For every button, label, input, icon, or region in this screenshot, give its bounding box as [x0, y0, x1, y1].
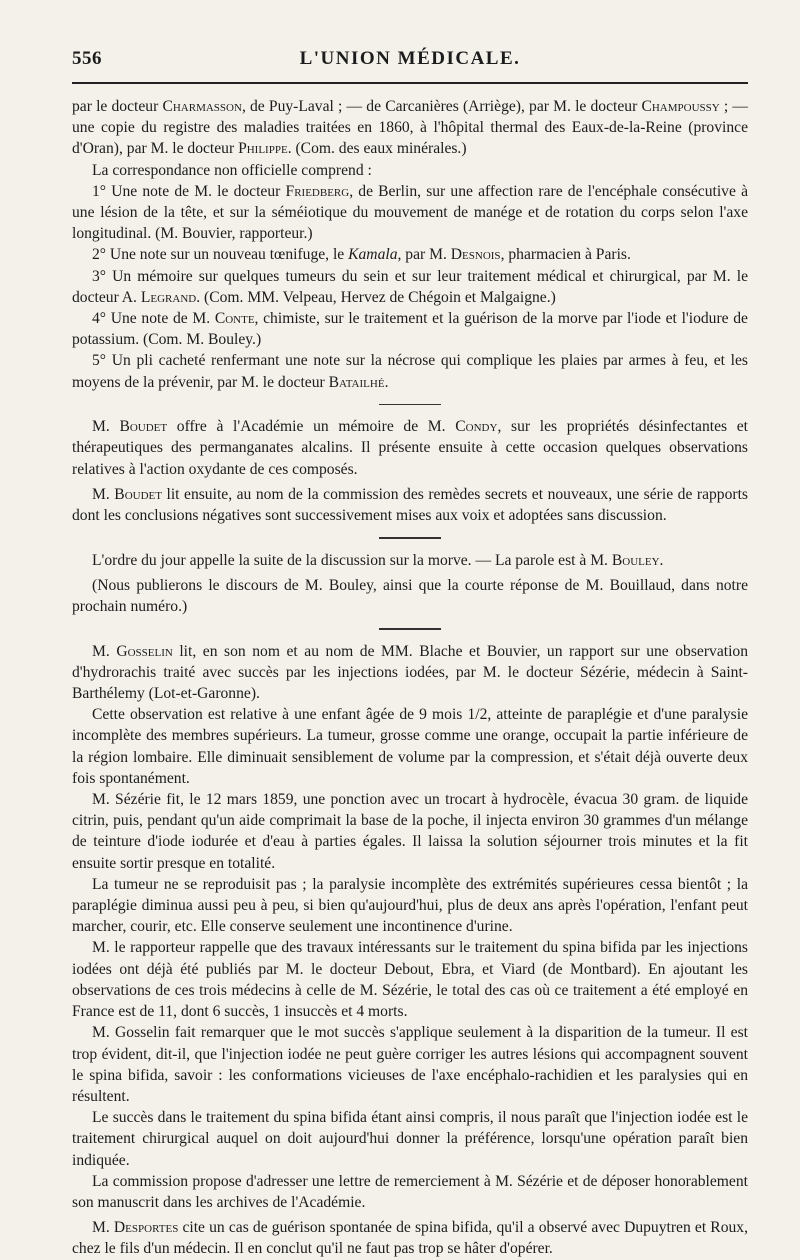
person-name: Boudet [114, 485, 162, 503]
paragraph [72, 1107, 748, 1171]
person-name: Legrand [140, 288, 197, 306]
text-run: . (Com. MM. Velpeau, Hervez de Chégoin et Malgaigne.) [196, 288, 556, 306]
text-run: par M. [401, 246, 451, 264]
person-name: Friedberg [285, 182, 350, 200]
text-run: 4° Une note de M. [92, 310, 215, 328]
text-run: offre à l'Académie un mémoire de M. [167, 418, 456, 436]
paragraph [72, 181, 748, 245]
text-run: . (Com. des eaux minérales.) [287, 140, 467, 158]
paragraph [72, 1022, 748, 1107]
running-title: L'UNION MÉDICALE. [299, 48, 521, 69]
text-run: La correspondance non officielle comprend : [92, 161, 372, 179]
person-name: Champoussy [641, 98, 720, 115]
section-divider [379, 537, 441, 538]
text-run: (Nous publierons le discours de M. Bouley, ainsi que la courte réponse de M. Bouillaud, dans notre prochain numéro.) [72, 576, 748, 616]
text-run: M. Sézérie fit, le 12 mars 1859, une ponction avec un trocart à hydrocèle, évacua 30 gram. de liquide citrin, puis, pendant qu'un aide comprimait la base de la poche, il injecta environ 30 grammes d'un mélange de teinture d'iode iodurée et d'eau à parties égales. Il laissa la solution séjourner trois minutes et la fit ensuite sortir presque en totalité. [72, 791, 748, 872]
paragraph [72, 1217, 748, 1259]
text-run: Le succès dans le traitement du spina bifida étant ainsi compris, il nous paraît que l'injection iodée est le traitement chirurgical auquel on doit aujourd'hui donner la préférence, lorsqu'une opération paraît bien indiquée. [72, 1109, 748, 1169]
person-name: Desportes [113, 1219, 179, 1237]
person-name: Bouley [611, 551, 660, 569]
article-body [72, 96, 748, 1260]
section-divider [379, 404, 441, 405]
paragraph [72, 308, 748, 350]
person-name: Desnois [450, 246, 501, 264]
header-rule [72, 82, 748, 84]
person-name: Condy [455, 418, 498, 436]
text-run: par le docteur [72, 98, 163, 115]
text-run: 2° Une note sur un nouveau tœnifuge, le [92, 246, 349, 264]
paragraph [72, 416, 748, 480]
person-name: Charmasson [162, 98, 242, 115]
text-run: cite un cas de guérison spontanée de spina bifida, qu'il a observé avec Dupuytren et Roux, chez le fils d'un médecin. Il en conclut qu'il ne faut pas trop se hâter d'opérer. [72, 1219, 749, 1258]
text-run: M. [92, 485, 115, 503]
paragraph [72, 641, 748, 705]
paragraph [72, 575, 748, 617]
paragraph [72, 266, 748, 308]
text-run: 3° Un mémoire sur quelques tumeurs du sein et sur leur traitement médical et chirurgical, par M. le docteur A. [72, 267, 748, 306]
paragraph [72, 160, 748, 181]
text-run: lit ensuite, au nom de la commission des remèdes secrets et nouveaux, une série de rapports dont les conclusions négatives sont successivement mises aux voix et adoptées sans discussion. [72, 485, 748, 525]
person-name: Conte [214, 310, 255, 328]
text-run: La tumeur ne se reproduisit pas ; la paralysie incomplète des extrémités supérieures cessa bientôt ; la paraplégie diminua aussi peu à peu, si bien qu'aujourd'hui, plus de deux ans après l'opération, l'enfant peut marcher, courir, etc. Elle conserve seulement une incontinence d'urine. [72, 875, 748, 936]
person-name: Boudet [119, 418, 168, 436]
section-divider [379, 628, 441, 629]
text-run: , de Puy-Laval ; — de Carcanières (Arriège), par M. le docteur [241, 98, 642, 115]
person-name: Gosselin [116, 642, 173, 660]
text-run: . [384, 373, 389, 391]
text-run: M. Gosselin fait remarquer que le mot succès s'applique seulement à la disparition de la tumeur. Il est trop évident, dit-il, que l'injection iodée ne peut guère corriger les autres lésions qui accompagnent souvent le spina bifida, savoir : les conformations vicieuses de l'axe encéphalo-rachidien et les paralysies qui en résultent. [72, 1024, 748, 1105]
text-run: L'ordre du jour appelle la suite de la discussion sur la morve. — La parole est à M. [92, 551, 612, 569]
italic-term: Kamala, [348, 246, 402, 264]
text-run: 1° Une note de M. le docteur [92, 182, 286, 200]
text-run: M. le rapporteur rappelle que des travaux intéressants sur le traitement du spina bifida par les injections iodées ont déjà été publiés par M. le docteur Debout, Ebra, et Viard (de Montbard). En ajoutant les observations de ces trois médecins à celle de M. Sézérie, le total des cas où ce traitement a été employé en France est de 11, dont 6 succès, 1 insuccès et 4 morts. [72, 939, 748, 1021]
paragraph [72, 484, 748, 526]
text-run: , sur les propriétés désinfectantes et thérapeutiques des permanganates alcalins. Il présente ensuite à cette occasion quelques observations relatives à l'action oxydante de ces composés. [72, 418, 748, 478]
text-run: , chimiste, sur le traitement et la guérison de la morve par l'iode et l'iodure de potassium. (Com. M. Bouley.) [72, 310, 748, 349]
text-run: , de Berlin, sur une affection rare de l'encéphale consécutive à une lésion de la tête, et sur la séméiotique du mouvement de manége et de rotation du corps selon l'axe longitudinal. (M. Bouvier, rapporteur.) [72, 182, 748, 243]
text-run: , pharmacien à Paris. [500, 246, 631, 264]
text-run: La commission propose d'adresser une lettre de remerciement à M. Sézérie et de déposer honorablement son manuscrit dans les archives de l'Académie. [72, 1172, 748, 1211]
text-run: Cette observation est relative à une enfant âgée de 9 mois 1/2, atteinte de paraplégie et d'une paralysie incomplète des membres supérieurs. La tumeur, grosse comme une orange, occupait la partie inférieure de la région lombaire. Elle diminuait sensiblement de volume par la compression, et s'était déjà ouverte deux fois spontanément. [72, 706, 748, 787]
text-run: 5° Un pli cacheté renfermant une note sur la nécrose qui complique les plaies par armes à feu, et les moyens de la prévenir, par M. le docteur [72, 352, 748, 391]
paragraph [72, 704, 748, 789]
text-run: ; — une copie du registre des maladies traitées en 1860, à l'hôpital thermal des Eaux-de-la-Reine (province d'Oran), par M. le docteur [72, 98, 748, 158]
text-run: lit, en son nom et au nom de MM. Blache et Bouvier, un rapport sur une observation d'hydrorachis traité avec succès par les injections iodées, par M. le docteur Sézérie, médecin à Saint-Barthélemy (Lot-et-Garonne). [72, 642, 748, 703]
paragraph [72, 244, 748, 265]
text-run: M. [92, 418, 120, 436]
paragraph [72, 937, 748, 1022]
paragraph [72, 550, 748, 571]
person-name: Philippe [238, 140, 288, 158]
text-run: M. [92, 642, 117, 660]
page-header [72, 48, 748, 78]
paragraph [72, 789, 748, 874]
paragraph [72, 350, 748, 392]
text-run: M. [92, 1219, 114, 1237]
paragraph [72, 96, 748, 160]
paragraph [72, 1171, 748, 1213]
person-name: Batailhé [328, 373, 385, 391]
page-number: 556 [72, 48, 102, 69]
text-run: . [659, 551, 664, 569]
paragraph [72, 874, 748, 938]
